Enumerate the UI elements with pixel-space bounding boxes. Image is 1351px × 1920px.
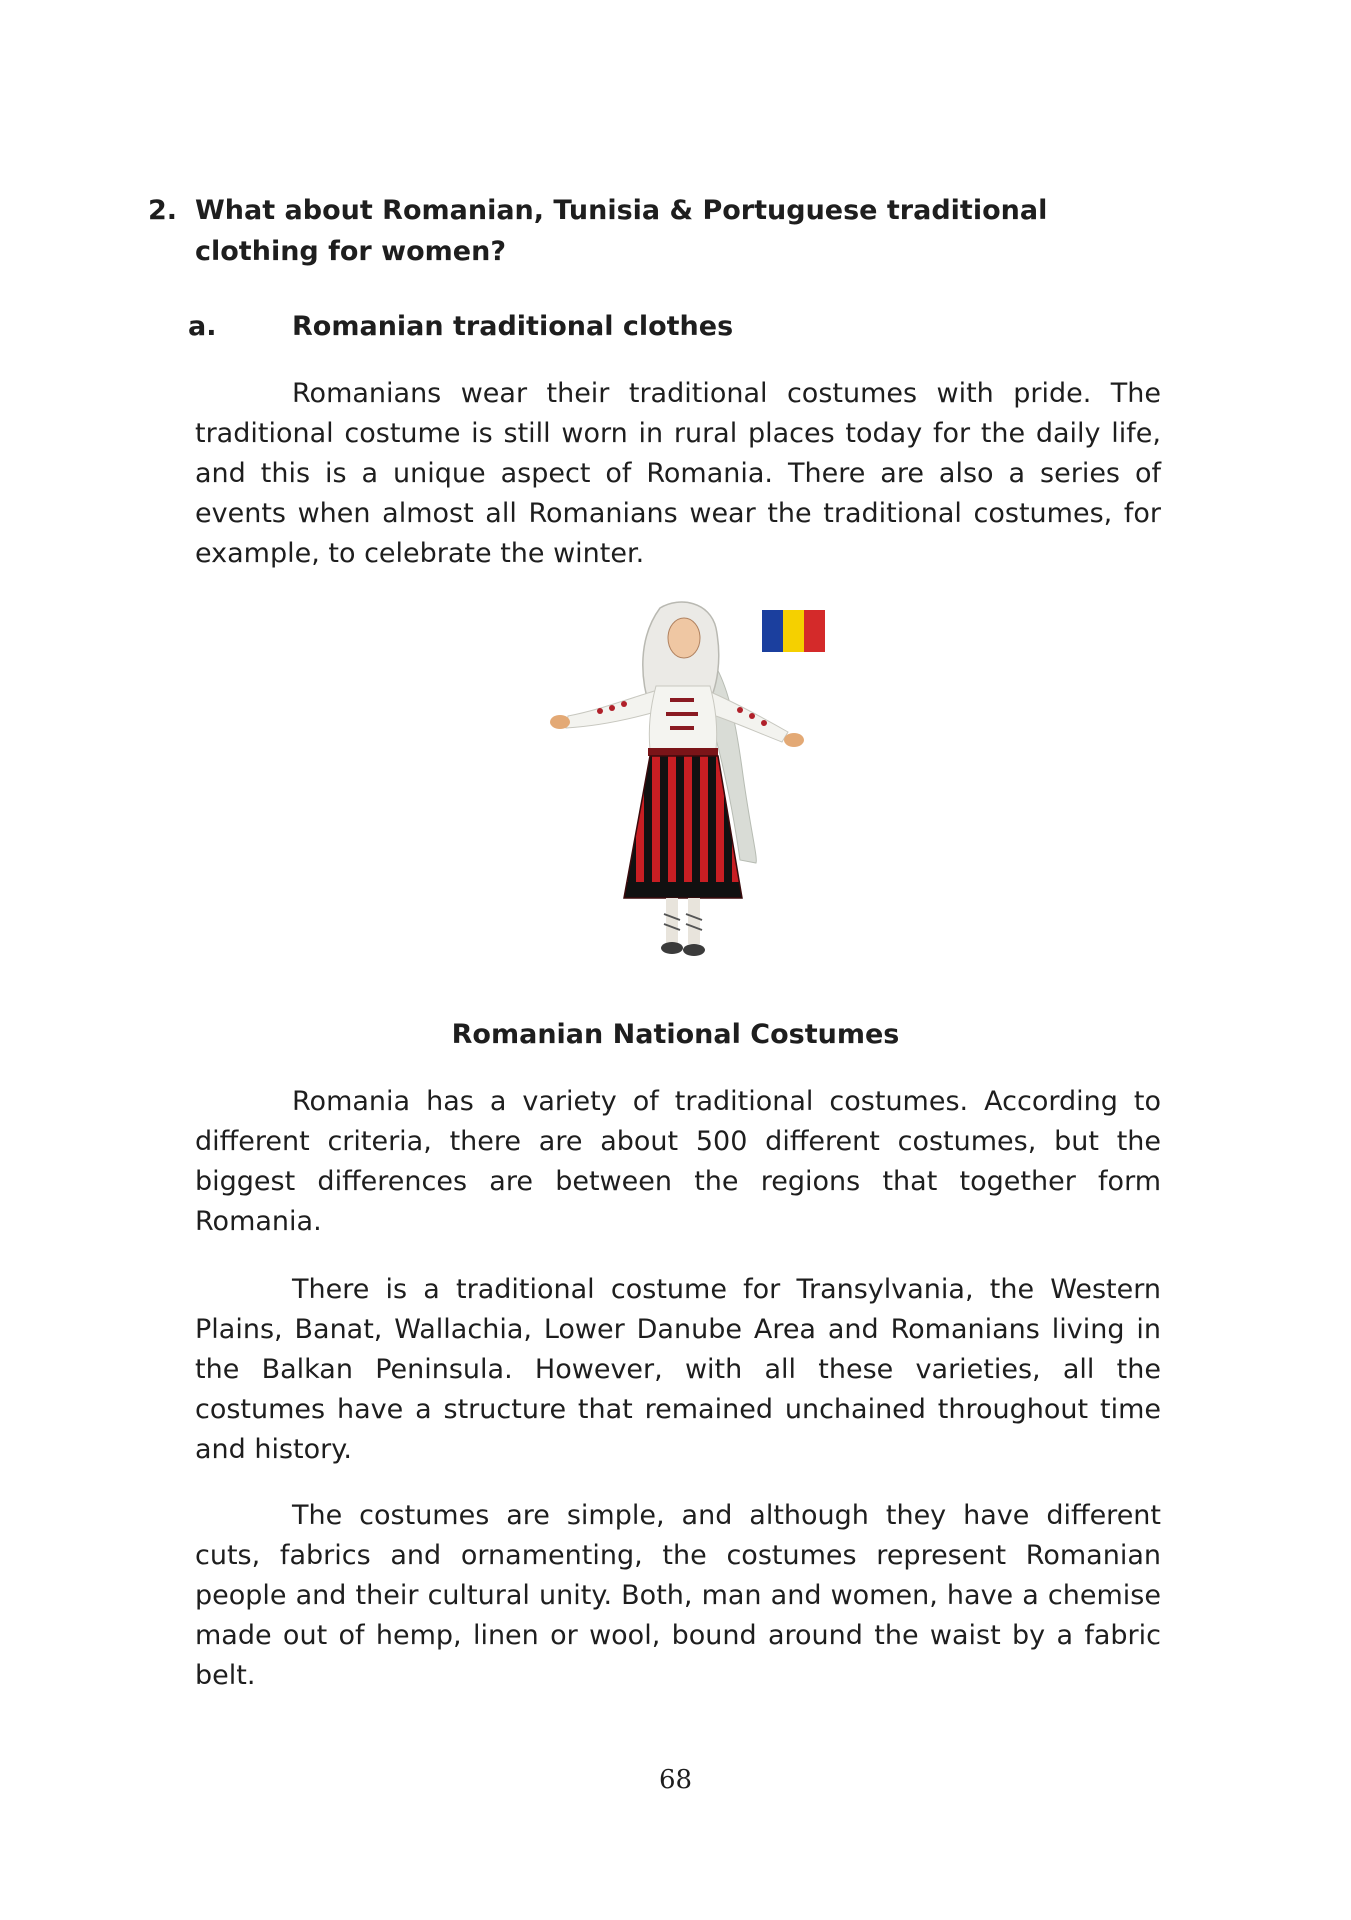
question-heading: [148, 190, 1158, 272]
paragraph-structure: The costumes are simple, and although they have different cuts, fabrics and ornamenting, the costumes represent Romanian people and their cultural unity. Both, man and women, have a chemise made out of hemp, linen or wool, bound around the waist by a fabric belt.: [195, 1500, 1161, 1691]
page-number: 68: [658, 1765, 693, 1795]
romanian-costume-figure: [520, 598, 840, 998]
question-number: 2.: [148, 195, 178, 226]
romanian-flag-icon: [762, 610, 825, 652]
costume-illustration: [520, 598, 840, 998]
figure-caption: Romanian National Costumes: [451, 1019, 900, 1050]
paragraph-regions: There is a traditional costume for Transylvania, the Western Plains, Banat, Wallachia, Lower Danube Area and Romanians living in the Balkan Peninsula. However, with all these varieties, all the costumes have a structure that remained unchained throughout time and history.: [195, 1274, 1161, 1465]
paragraph-variety: Romania has a variety of traditional costumes. According to different criteria, there are about 500 different costumes, but the biggest differences are between the regions that together form Romania.: [195, 1086, 1161, 1237]
paragraph-intro: Romanians wear their traditional costumes with pride. The traditional costume is still worn in rural places today for the daily life, and this is a unique aspect of Romania. There are also a series of events when almost all Romanians wear the traditional costumes, for example, to celebrate the winter.: [195, 378, 1161, 569]
section-letter: a.: [188, 311, 217, 342]
section-title: Romanian traditional clothes: [292, 311, 734, 342]
question-text: What about Romanian, Tunisia & Portuguese traditional clothing for women?: [195, 195, 1048, 267]
